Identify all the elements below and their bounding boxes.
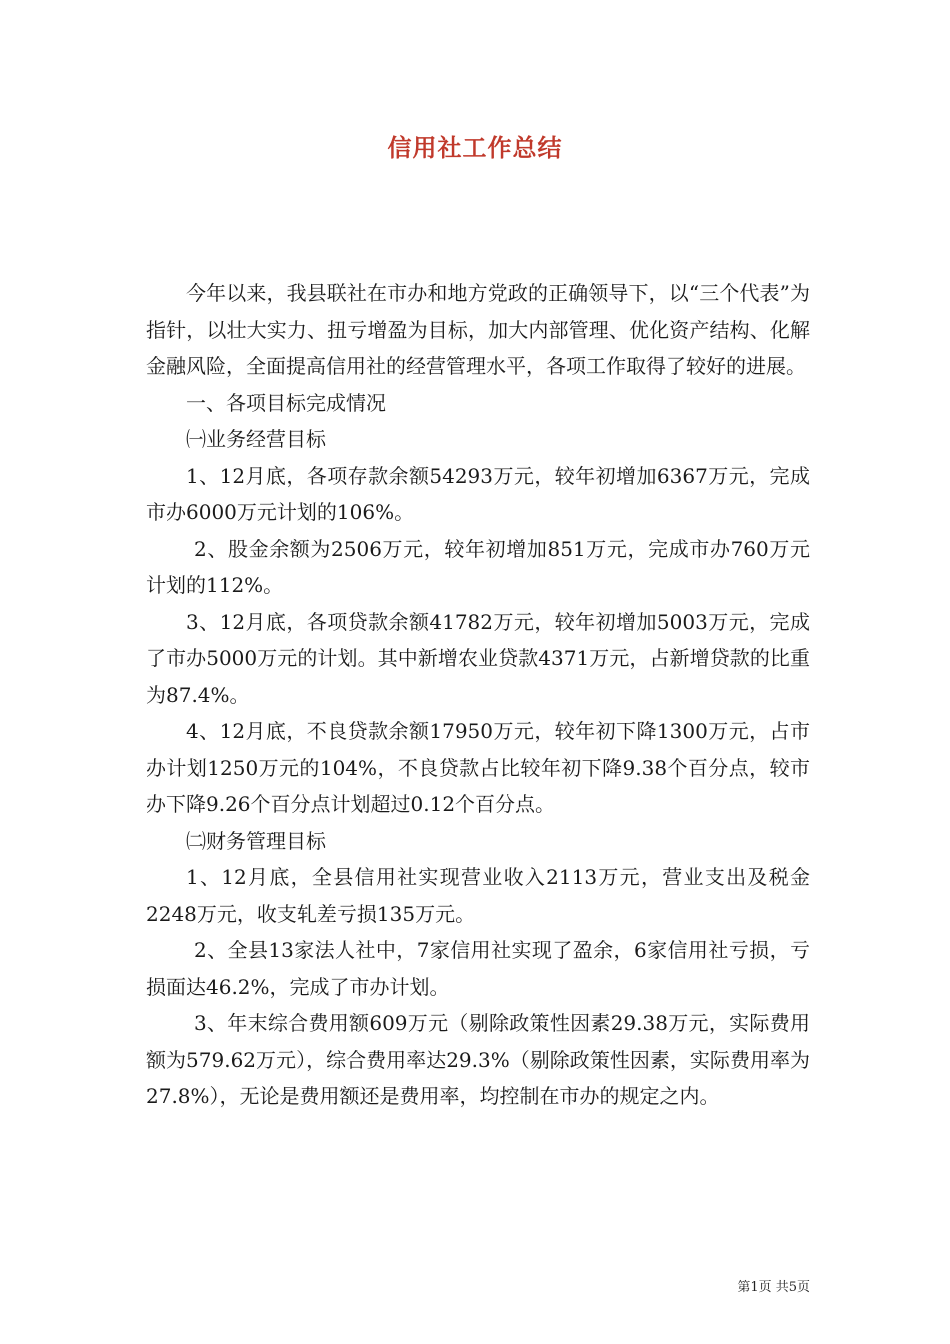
business-item-4: 4、12月底，不良贷款余额17950万元，较年初下降1300万元，占市办计划1250万元的104%，不良贷款占比较年初下降9.38个百分点，较市办下降9.26个百分点计划超过0.12个百分点。 [146,719,810,816]
finance-item-1: 1、12月底，全县信用社实现营业收入2113万元，营业支出及税金2248万元，收支轧差亏损135万元。 [146,865,810,926]
business-item-2: 2、股金余额为2506万元，较年初增加851万元，完成市办760万元计划的112%。 [146,536,810,597]
section-heading-targets: 一、各项目标完成情况 [186,390,386,415]
business-item-1: 1、12月底，各项存款余额54293万元，较年初增加6367万元，完成市办6000万元计划的106%。 [146,463,810,524]
subsection-heading-finance: ㈡财务管理目标 [186,828,326,853]
business-item-3: 3、12月底，各项贷款余额41782万元，较年初增加5003万元，完成了市办5000万元的计划。其中新增农业贷款4371万元，占新增贷款的比重为87.4%。 [146,609,810,707]
page-title: 信用社工作总结 [387,134,563,162]
subsection-heading-business: ㈠业务经营目标 [186,427,326,451]
intro-paragraph: 今年以来，我县联社在市办和地方党政的正确领导下，以“三个代表”为指针，以壮大实力、扭亏增盈为目标，加大内部管理、优化资产结构、化解金融风险，全面提高信用社的经营管理水平，各项工作取得了较好的进展。 [146,281,810,378]
finance-item-3: 3、年末综合费用额609万元（剔除政策性因素29.38万元，实际费用额为579.62万元），综合费用率达29.3%（剔除政策性因素，实际费用率为27.8%），无论是费用额还是费用率，均控制在市办的规定之内。 [146,1011,810,1108]
finance-item-2: 2、全县13家法人社中，7家信用社实现了盈余，6家信用社亏损，亏损面达46.2%，完成了市办计划。 [146,938,810,999]
page-number: 第1页 共5页 [737,1280,810,1295]
document-body [146,275,810,1115]
